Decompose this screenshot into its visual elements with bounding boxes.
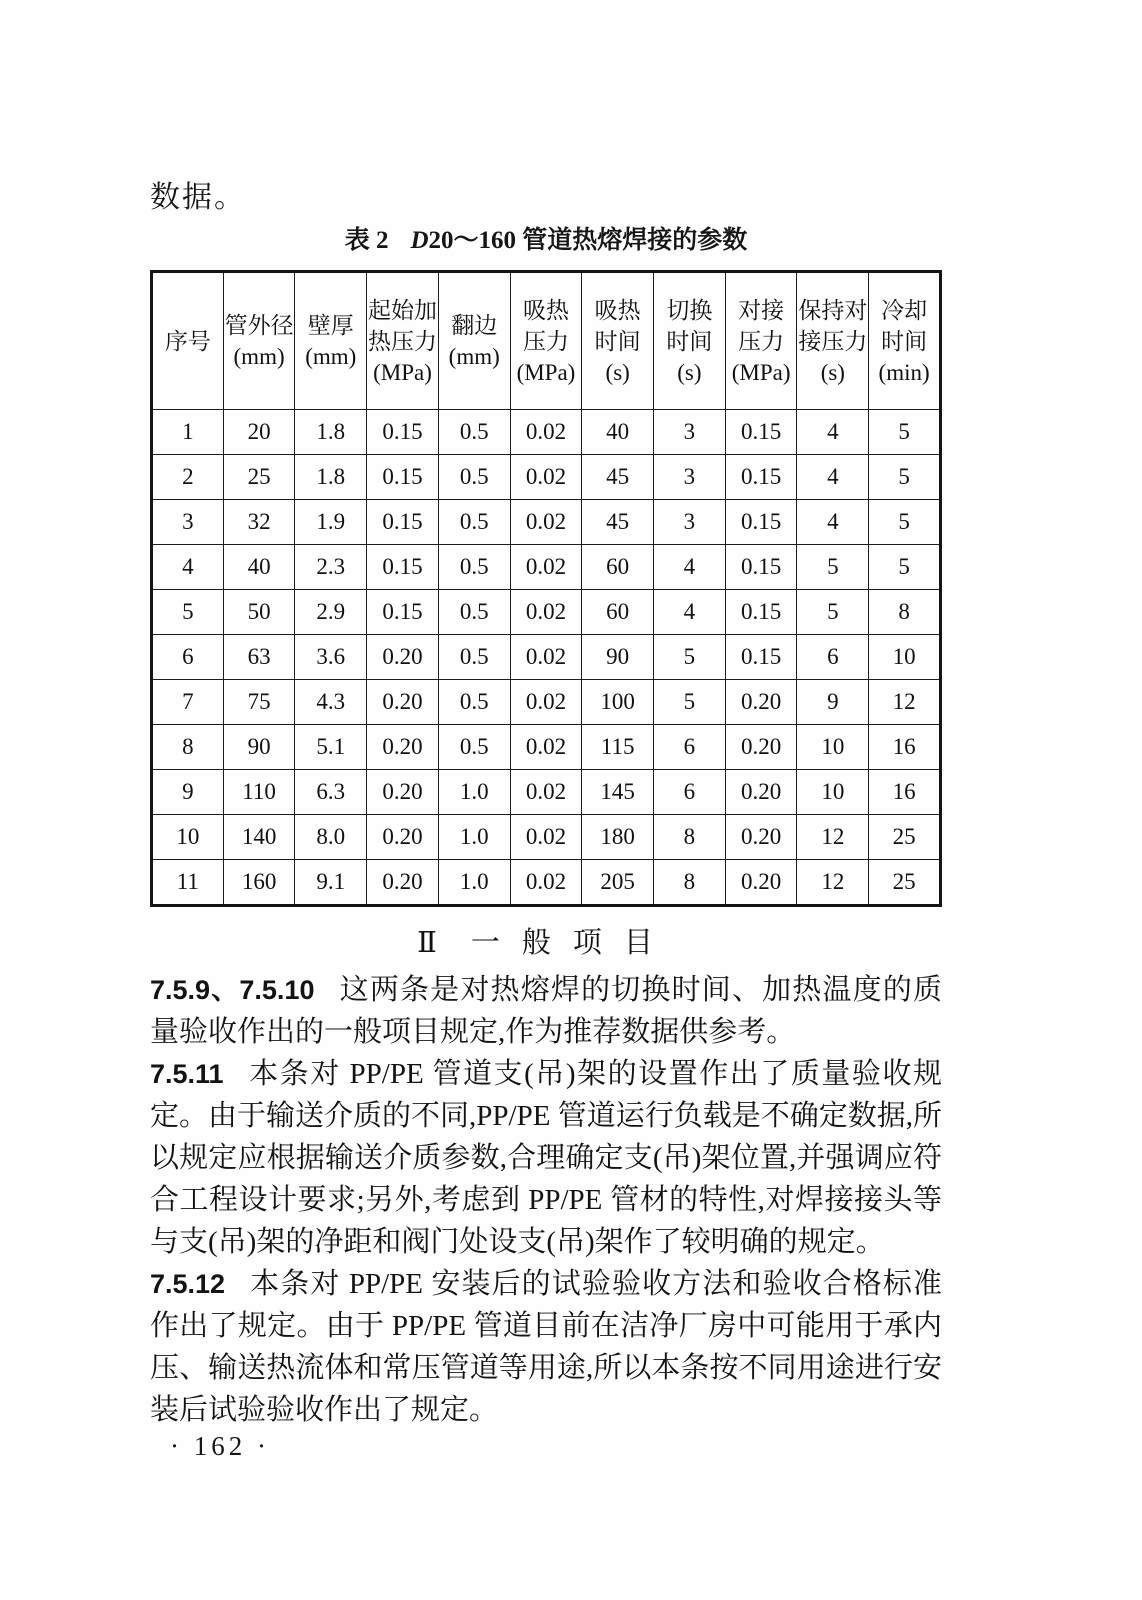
header-line: (s)	[605, 359, 630, 385]
clause-paragraph	[150, 1263, 942, 1431]
table-cell-switch-time: 4	[654, 590, 726, 635]
table-cell-heat-soak-time: 90	[582, 635, 654, 680]
table-cell-heat-soak-time: 145	[582, 770, 654, 815]
header-line: 起始加	[368, 297, 438, 323]
table-title-range: 20～160	[428, 227, 517, 254]
table-cell-cooling-time: 12	[869, 680, 941, 725]
table-cell-heat-soak-pressure: 0.02	[510, 770, 582, 815]
table-body	[152, 410, 941, 906]
table-cell-holding-butt-pressure-time: 10	[797, 770, 869, 815]
table-cell-index: 4	[152, 545, 224, 590]
clause-number: 7.5.9、7.5.10	[150, 975, 315, 1005]
table-row	[152, 815, 941, 860]
table-cell-heat-soak-pressure: 0.02	[510, 500, 582, 545]
table-cell-cooling-time: 25	[869, 860, 941, 906]
table-cell-wall-thickness: 1.9	[295, 500, 367, 545]
table-cell-switch-time: 8	[654, 860, 726, 906]
table-cell-outer-diameter: 160	[223, 860, 295, 906]
header-line: 压力	[522, 328, 569, 354]
header-line: (s)	[820, 359, 845, 385]
table-cell-wall-thickness: 3.6	[295, 635, 367, 680]
header-line: 压力	[738, 328, 785, 354]
table-cell-switch-time: 5	[654, 635, 726, 680]
header-line: 保持对	[798, 297, 868, 323]
table-cell-holding-butt-pressure-time: 4	[797, 500, 869, 545]
table-cell-index: 6	[152, 635, 224, 680]
table-row	[152, 860, 941, 906]
table-header-holding-butt-pressure-time	[797, 272, 869, 410]
table-cell-outer-diameter: 50	[223, 590, 295, 635]
header-line: 接压力	[798, 328, 868, 354]
table-cell-switch-time: 8	[654, 815, 726, 860]
table-title-diameter-symbol: D	[410, 227, 429, 254]
table-cell-bead: 0.5	[438, 455, 510, 500]
header-line: 时间	[594, 328, 641, 354]
table-cell-switch-time: 6	[654, 770, 726, 815]
table-cell-butt-pressure: 0.15	[725, 590, 797, 635]
table-cell-cooling-time: 8	[869, 590, 941, 635]
table-header-wall-thickness	[295, 272, 367, 410]
table-cell-bead: 1.0	[438, 770, 510, 815]
table-cell-butt-pressure: 0.20	[725, 770, 797, 815]
table-cell-initial-heating-pressure: 0.20	[367, 680, 439, 725]
table-row	[152, 725, 941, 770]
table-cell-outer-diameter: 32	[223, 500, 295, 545]
table-cell-wall-thickness: 2.9	[295, 590, 367, 635]
header-line: 对接	[738, 297, 785, 323]
table-cell-initial-heating-pressure: 0.15	[367, 590, 439, 635]
header-line: 切换	[666, 297, 713, 323]
header-line: (mm)	[448, 344, 500, 369]
table-cell-index: 10	[152, 815, 224, 860]
table-cell-heat-soak-time: 205	[582, 860, 654, 906]
header-line: (mm)	[233, 344, 285, 369]
clause-paragraph	[150, 1053, 942, 1263]
table-cell-switch-time: 5	[654, 680, 726, 725]
table-cell-initial-heating-pressure: 0.20	[367, 860, 439, 906]
table-cell-initial-heating-pressure: 0.20	[367, 725, 439, 770]
table-cell-cooling-time: 16	[869, 770, 941, 815]
table-cell-cooling-time: 5	[869, 410, 941, 455]
table-header-initial-heating-pressure	[367, 272, 439, 410]
clause-text: 这两条是对热熔焊的切换时间、加热温度的质量验收作出的一般项目规定,作为推荐数据供参考。	[150, 974, 942, 1048]
table-header-outer-diameter	[223, 272, 295, 410]
table-cell-bead: 0.5	[438, 680, 510, 725]
table-cell-butt-pressure: 0.15	[725, 455, 797, 500]
header-line: 翻边	[451, 313, 498, 338]
table-cell-cooling-time: 5	[869, 500, 941, 545]
table-cell-index: 3	[152, 500, 224, 545]
table-cell-heat-soak-pressure: 0.02	[510, 590, 582, 635]
table-cell-heat-soak-time: 40	[582, 410, 654, 455]
table-cell-index: 1	[152, 410, 224, 455]
table-cell-switch-time: 3	[654, 455, 726, 500]
section-numeral: Ⅱ	[417, 927, 437, 959]
table-header-bead	[438, 272, 510, 410]
header-line: 冷却	[881, 297, 928, 323]
table-cell-bead: 1.0	[438, 815, 510, 860]
table-cell-heat-soak-time: 60	[582, 590, 654, 635]
table-header-switch-time	[654, 272, 726, 410]
table-cell-butt-pressure: 0.15	[725, 545, 797, 590]
table-cell-index: 2	[152, 455, 224, 500]
table-title	[150, 224, 942, 258]
table-cell-heat-soak-time: 115	[582, 725, 654, 770]
table-cell-heat-soak-pressure: 0.02	[510, 725, 582, 770]
header-line: (MPa)	[731, 359, 791, 385]
table-cell-outer-diameter: 110	[223, 770, 295, 815]
table-cell-heat-soak-pressure: 0.02	[510, 635, 582, 680]
table-cell-wall-thickness: 1.8	[295, 455, 367, 500]
header-line: 序号	[164, 328, 211, 354]
table-cell-butt-pressure: 0.15	[725, 410, 797, 455]
table-cell-holding-butt-pressure-time: 6	[797, 635, 869, 680]
table-cell-heat-soak-pressure: 0.02	[510, 410, 582, 455]
table-cell-heat-soak-time: 45	[582, 500, 654, 545]
table-cell-holding-butt-pressure-time: 5	[797, 590, 869, 635]
header-line: (min)	[878, 359, 930, 385]
table-cell-index: 9	[152, 770, 224, 815]
table-cell-holding-butt-pressure-time: 12	[797, 815, 869, 860]
table-cell-wall-thickness: 9.1	[295, 860, 367, 906]
table-header-heat-soak-pressure	[510, 272, 582, 410]
table-cell-outer-diameter: 90	[223, 725, 295, 770]
table-title-suffix: 管道热熔焊接的参数	[522, 227, 748, 254]
table-cell-butt-pressure: 0.20	[725, 860, 797, 906]
table-row	[152, 410, 941, 455]
table-cell-outer-diameter: 25	[223, 455, 295, 500]
table-title-label: 表 2	[344, 227, 389, 254]
intro-paragraph: 数据。	[150, 181, 246, 214]
clause-paragraph	[150, 969, 942, 1053]
table-cell-initial-heating-pressure: 0.20	[367, 770, 439, 815]
clause-text: 本条对 PP/PE 管道支(吊)架的设置作出了质量验收规定。由于输送介质的不同,PP/PE 管道运行负载是不确定数据,所以规定应根据输送介质参数,合理确定支(吊)架位置,并强调应符合工程设计要求;另外,考虑到 PP/PE 管材的特性,对焊接接头等与支(吊)架的净距和阀门处设支(吊)架作了较明确的规定。	[150, 1058, 942, 1258]
page-number: · 162 ·	[170, 1431, 270, 1461]
table-header-heat-soak-time	[582, 272, 654, 410]
table-cell-index: 8	[152, 725, 224, 770]
table-header-index	[152, 272, 224, 410]
table-cell-butt-pressure: 0.20	[725, 680, 797, 725]
header-line: 时间	[666, 328, 713, 354]
table-cell-switch-time: 3	[654, 500, 726, 545]
table-cell-outer-diameter: 20	[223, 410, 295, 455]
table-cell-bead: 0.5	[438, 725, 510, 770]
table-row	[152, 635, 941, 680]
header-line: 壁厚	[307, 313, 354, 338]
table-row	[152, 590, 941, 635]
table-cell-switch-time: 6	[654, 725, 726, 770]
table-cell-butt-pressure: 0.20	[725, 725, 797, 770]
table-cell-wall-thickness: 5.1	[295, 725, 367, 770]
table-cell-wall-thickness: 1.8	[295, 410, 367, 455]
header-line: 吸热	[522, 297, 569, 323]
table-cell-outer-diameter: 140	[223, 815, 295, 860]
header-line: (mm)	[305, 344, 357, 369]
clause-text: 本条对 PP/PE 安装后的试验验收方法和验收合格标准作出了规定。由于 PP/PE 管道目前在洁净厂房中可能用于承内压、输送热流体和常压管道等用途,所以本条按不同用途进行安装后试验验收作出了规定。	[150, 1268, 942, 1426]
header-line: 吸热	[594, 297, 641, 323]
section-title: 一般项目	[470, 927, 675, 959]
table-row	[152, 770, 941, 815]
table-header	[152, 272, 941, 410]
table-header-butt-pressure	[725, 272, 797, 410]
table-cell-bead: 0.5	[438, 545, 510, 590]
table-cell-heat-soak-pressure: 0.02	[510, 455, 582, 500]
table-cell-holding-butt-pressure-time: 9	[797, 680, 869, 725]
table-cell-initial-heating-pressure: 0.15	[367, 455, 439, 500]
table-cell-initial-heating-pressure: 0.20	[367, 635, 439, 680]
table-row	[152, 545, 941, 590]
table-cell-wall-thickness: 6.3	[295, 770, 367, 815]
table-cell-switch-time: 3	[654, 410, 726, 455]
table-cell-heat-soak-pressure: 0.02	[510, 815, 582, 860]
table-cell-heat-soak-pressure: 0.02	[510, 545, 582, 590]
table-cell-initial-heating-pressure: 0.20	[367, 815, 439, 860]
header-line: 管外径	[224, 313, 294, 338]
table-cell-cooling-time: 25	[869, 815, 941, 860]
table-cell-initial-heating-pressure: 0.15	[367, 545, 439, 590]
clause-number: 7.5.11	[150, 1059, 224, 1089]
table-cell-butt-pressure: 0.15	[725, 500, 797, 545]
header-line: (s)	[677, 359, 702, 385]
section-heading	[150, 923, 942, 963]
table-cell-switch-time: 4	[654, 545, 726, 590]
table-cell-butt-pressure: 0.15	[725, 635, 797, 680]
table-cell-holding-butt-pressure-time: 12	[797, 860, 869, 906]
table-cell-outer-diameter: 40	[223, 545, 295, 590]
table-cell-outer-diameter: 63	[223, 635, 295, 680]
table-cell-heat-soak-pressure: 0.02	[510, 860, 582, 906]
table-cell-butt-pressure: 0.20	[725, 815, 797, 860]
table-cell-heat-soak-time: 180	[582, 815, 654, 860]
clause-number: 7.5.12	[150, 1269, 226, 1299]
table-cell-bead: 0.5	[438, 410, 510, 455]
welding-parameters-table	[150, 270, 942, 907]
header-line: 热压力	[368, 328, 438, 354]
table-cell-cooling-time: 5	[869, 545, 941, 590]
table-cell-cooling-time: 16	[869, 725, 941, 770]
header-line: 时间	[881, 328, 928, 354]
table-cell-heat-soak-time: 100	[582, 680, 654, 725]
table-cell-holding-butt-pressure-time: 4	[797, 455, 869, 500]
table-cell-heat-soak-pressure: 0.02	[510, 680, 582, 725]
page-content	[150, 180, 942, 1461]
table-cell-bead: 0.5	[438, 635, 510, 680]
table-cell-index: 5	[152, 590, 224, 635]
table-row	[152, 455, 941, 500]
table-row	[152, 500, 941, 545]
table-cell-holding-butt-pressure-time: 10	[797, 725, 869, 770]
table-header-cooling-time	[869, 272, 941, 410]
table-cell-heat-soak-time: 60	[582, 545, 654, 590]
table-cell-heat-soak-time: 45	[582, 455, 654, 500]
table-cell-wall-thickness: 2.3	[295, 545, 367, 590]
header-line: (MPa)	[516, 359, 576, 385]
table-cell-initial-heating-pressure: 0.15	[367, 500, 439, 545]
body-paragraphs	[150, 969, 942, 1431]
table-cell-index: 11	[152, 860, 224, 906]
header-line: (MPa)	[373, 359, 432, 385]
table-cell-bead: 1.0	[438, 860, 510, 906]
table-row	[152, 680, 941, 725]
table-cell-cooling-time: 5	[869, 455, 941, 500]
table-cell-index: 7	[152, 680, 224, 725]
table-cell-wall-thickness: 8.0	[295, 815, 367, 860]
table-cell-holding-butt-pressure-time: 5	[797, 545, 869, 590]
table-cell-cooling-time: 10	[869, 635, 941, 680]
table-cell-wall-thickness: 4.3	[295, 680, 367, 725]
table-cell-outer-diameter: 75	[223, 680, 295, 725]
table-cell-initial-heating-pressure: 0.15	[367, 410, 439, 455]
table-cell-bead: 0.5	[438, 590, 510, 635]
table-cell-bead: 0.5	[438, 500, 510, 545]
table-header-row	[152, 272, 941, 410]
table-cell-holding-butt-pressure-time: 4	[797, 410, 869, 455]
